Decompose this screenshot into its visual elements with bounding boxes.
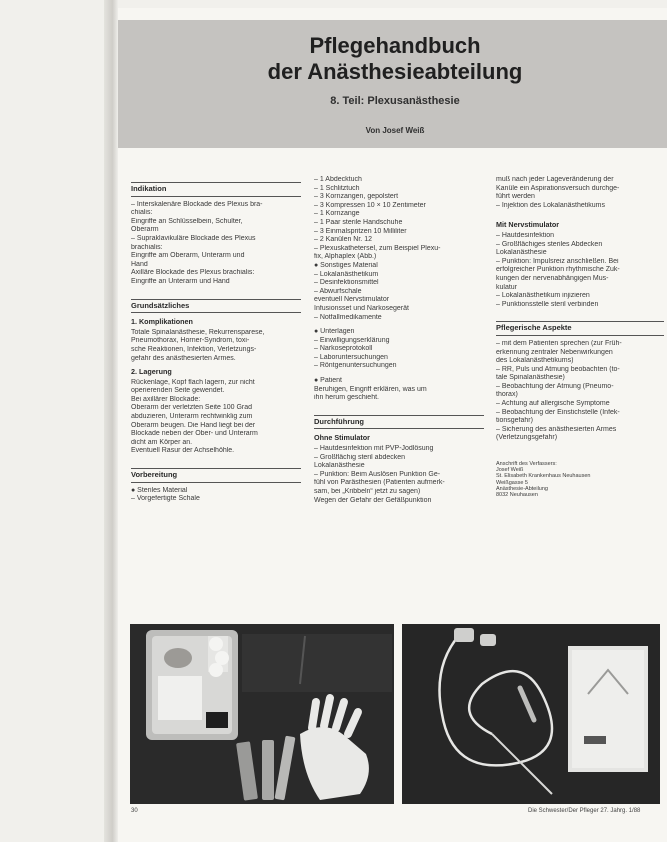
- text-line: Blockade neben der Ober- und Unterarm: [131, 430, 258, 438]
- text-line: – 1 Schlitztuch: [314, 184, 360, 192]
- text-line: brachialis:: [131, 243, 163, 251]
- text-line: kulatur: [496, 283, 518, 291]
- text-line: – Abwurfschale: [314, 287, 362, 295]
- section-heading: Durchführung: [314, 415, 484, 430]
- section-heading: Vorbereitung: [131, 468, 301, 483]
- text-line: Oberarm: [131, 226, 159, 234]
- text-line: – Beobachtung der Atmung (Pneumo-: [496, 382, 614, 390]
- text-line: – Notfallmedikamente: [314, 313, 382, 321]
- text-line: – RR, Puls und Atmung beobachten (to-: [496, 365, 620, 373]
- title-line-2: der Anästhesieabteilung: [267, 59, 523, 84]
- text-line: erfolgreicher Punktion rhythmische Zuk-: [496, 266, 620, 274]
- text-line: gefahr des anästhesierten Armes.: [131, 354, 236, 362]
- text-line: operierenden Seite gewendet.: [131, 387, 225, 395]
- text-line: fühl von Parästhesien (Patienten aufmerk-: [314, 479, 445, 487]
- text-line: – mit dem Patienten sprechen (zur Früh-: [496, 339, 622, 347]
- text-column-1: [131, 176, 301, 504]
- text-line: – Hautdesinfektion mit PVP-Jodlösung: [314, 445, 434, 453]
- text-line: – Punktion: Impulsreiz anschließen. Bei: [496, 257, 619, 265]
- spacer: [131, 287, 301, 293]
- subheading: Mit Nervstimulator: [496, 221, 560, 230]
- text-line: – 1 Paar sterile Handschuhe: [314, 218, 403, 226]
- text-line: – Sicherung des anästhesierten Armes: [496, 425, 617, 433]
- text-line: Hand: [131, 260, 148, 268]
- text-line: Infusionsset und Narkosegerät: [314, 304, 409, 312]
- text-line: – 3 Kompressen 10 × 10 Zentimeter: [314, 201, 426, 209]
- subheading: 1. Komplikationen: [131, 318, 193, 327]
- subheading: Ohne Stimulator: [314, 434, 370, 443]
- text-line: Wegen der Gefahr der Gefäßpunktion: [314, 496, 432, 504]
- text-line: führt werden: [496, 193, 535, 201]
- text-line: thorax): [496, 391, 518, 399]
- text-line: – Interskalenäre Blockade des Plexus bra-: [131, 200, 263, 208]
- text-line: ihn herum geschieht.: [314, 394, 379, 402]
- text-line: Bei axillärer Blockade:: [131, 395, 201, 403]
- text-line: sche Reaktionen, Infektion, Verletzungs-: [131, 345, 257, 353]
- text-line: – Punktion: Beim Auslösen Punktion Ge-: [314, 470, 441, 478]
- photo-sterile-tray: [130, 624, 394, 804]
- text-line: muß nach jeder Lageveränderung der: [496, 176, 614, 183]
- text-line: Eingriffe an Unterarm und Hand: [131, 277, 230, 285]
- text-line: – Punktionsstelle steril verbinden: [496, 300, 599, 308]
- text-line: chialis:: [131, 209, 153, 217]
- author-line: Von Josef Weiß: [365, 126, 425, 135]
- text-line: – Narkoseprotokoll: [314, 345, 373, 353]
- book-spine-shadow: [104, 0, 118, 842]
- text-line: ● Sonstiges Material: [314, 261, 378, 269]
- address-line: Anschrift des Verfassers:: [496, 461, 557, 468]
- text-line: – Vorgefertigte Schale: [131, 495, 200, 503]
- subheading: 2. Lagerung: [131, 368, 172, 377]
- text-line: sam, bei „Kribbeln“ jetzt zu sagen): [314, 488, 421, 495]
- text-line: tale Spinalanästhesie): [496, 374, 565, 382]
- text-line: Rückenlage, Kopf flach lagern, zur nicht: [131, 378, 255, 386]
- text-line: erkennung zentraler Nebenwirkungen: [496, 348, 613, 356]
- address-line: 8032 Neuhausen: [496, 492, 538, 499]
- page-number: 30: [131, 808, 138, 814]
- text-line: kungen der nervenabhängigen Mus-: [496, 274, 609, 282]
- text-line: abduzieren, Unterarm rechtwinklig zum: [131, 413, 253, 421]
- text-line: Axilläre Blockade des Plexus brachialis:: [131, 269, 255, 277]
- text-line: fix, Alphaplex (Abb.): [314, 253, 377, 261]
- text-line: – Injektion des Lokalanästhetikums: [496, 201, 605, 209]
- text-line: – Großflächiges steriles Abdecken: [496, 240, 603, 248]
- text-line: – Großflächig steril abdecken: [314, 453, 406, 461]
- address-line: Josef Weiß: [496, 467, 524, 474]
- section-heading: Grundsätzliches: [131, 299, 301, 314]
- text-column-2: [314, 176, 484, 505]
- text-line: – 3 Kornzangen, gepolstert: [314, 193, 399, 201]
- subtitle: 8. Teil: Plexusanästhesie: [330, 95, 460, 107]
- text-line: Eventuell Rasur der Achselhöhle.: [131, 447, 235, 455]
- text-line: – Lokalanästhetikum injizieren: [496, 292, 590, 300]
- text-line: dicht am Körper an.: [131, 438, 193, 446]
- text-line: – Röntgenuntersuchungen: [314, 362, 397, 370]
- text-line: Lokalanästhesie: [496, 249, 547, 257]
- text-line: (Verletzungsgefahr): [496, 434, 558, 442]
- text-line: des Lokalanästhetikums): [496, 357, 574, 365]
- text-line: eventuell Nervstimulator: [314, 296, 390, 304]
- address-line: Anästhesie-Abteilung: [496, 485, 548, 492]
- text-line: – Beobachtung der Einstichstelle (Infek-: [496, 408, 620, 416]
- spacer: [314, 403, 484, 409]
- text-line: tionsgefahr): [496, 417, 533, 425]
- text-line: Kanüle ein Aspirationsversuch durchge-: [496, 184, 620, 192]
- text-line: – Plexuskathetersel, zum Beispiel Plexu-: [314, 244, 441, 252]
- text-line: – Desinfektionsmittel: [314, 279, 379, 287]
- text-line: Eingriffe an Schlüsselbein, Schulter,: [131, 217, 243, 225]
- text-line: Beruhigen, Eingriff erklären, was um: [314, 385, 427, 393]
- section-heading: Pflegerische Aspekte: [496, 321, 664, 336]
- text-line: – 3 Einmalspritzen 10 Milliliter: [314, 227, 407, 235]
- text-line: – Laboruntersuchungen: [314, 353, 388, 361]
- address-line: Weißgasse 5: [496, 479, 528, 486]
- spacer: [496, 210, 664, 216]
- spacer: [131, 456, 301, 462]
- address-line: St. Elisabeth Krankenhaus Neuhausen: [496, 473, 591, 480]
- text-line: ● Steriles Material: [131, 486, 188, 494]
- text-line: – Lokalanästhetikum: [314, 270, 379, 278]
- text-line: – Supraklavikuläre Blockade des Plexus: [131, 234, 256, 242]
- text-line: – Hautdesinfektion: [496, 231, 554, 239]
- text-line: Pneumothorax, Horner-Syndrom, toxi-: [131, 337, 250, 345]
- text-line: – 1 Kornzange: [314, 210, 360, 218]
- text-line: – Einwilligungserklärung: [314, 336, 390, 344]
- section-heading: Indikation: [131, 182, 301, 197]
- text-column-3: [496, 176, 664, 498]
- photo-plexus-catheter-set: [402, 624, 660, 804]
- spacer: [496, 309, 664, 315]
- text-line: Oberarm beugen. Die Hand liegt bei der: [131, 421, 256, 429]
- text-line: – Achtung auf allergische Symptome: [496, 400, 610, 408]
- text-line: Oberarm der verletzten Seite 100 Grad: [131, 404, 253, 412]
- text-line: ● Patient: [314, 377, 342, 385]
- title-line-1: Pflegehandbuch: [309, 33, 481, 58]
- journal-footer: Die Schwester/Der Pfleger 27. Jahrg. 1/88: [528, 808, 641, 814]
- text-line: Totale Spinalanästhesie, Rekurrensparese,: [131, 328, 265, 336]
- text-line: Lokalanästhesie: [314, 462, 365, 470]
- text-line: Eingriffe am Oberarm, Unterarm und: [131, 252, 245, 260]
- text-line: – 1 Abdecktuch: [314, 176, 362, 183]
- text-line: ● Unterlagen: [314, 328, 355, 336]
- text-line: – 2 Kanülen Nr. 12: [314, 236, 372, 244]
